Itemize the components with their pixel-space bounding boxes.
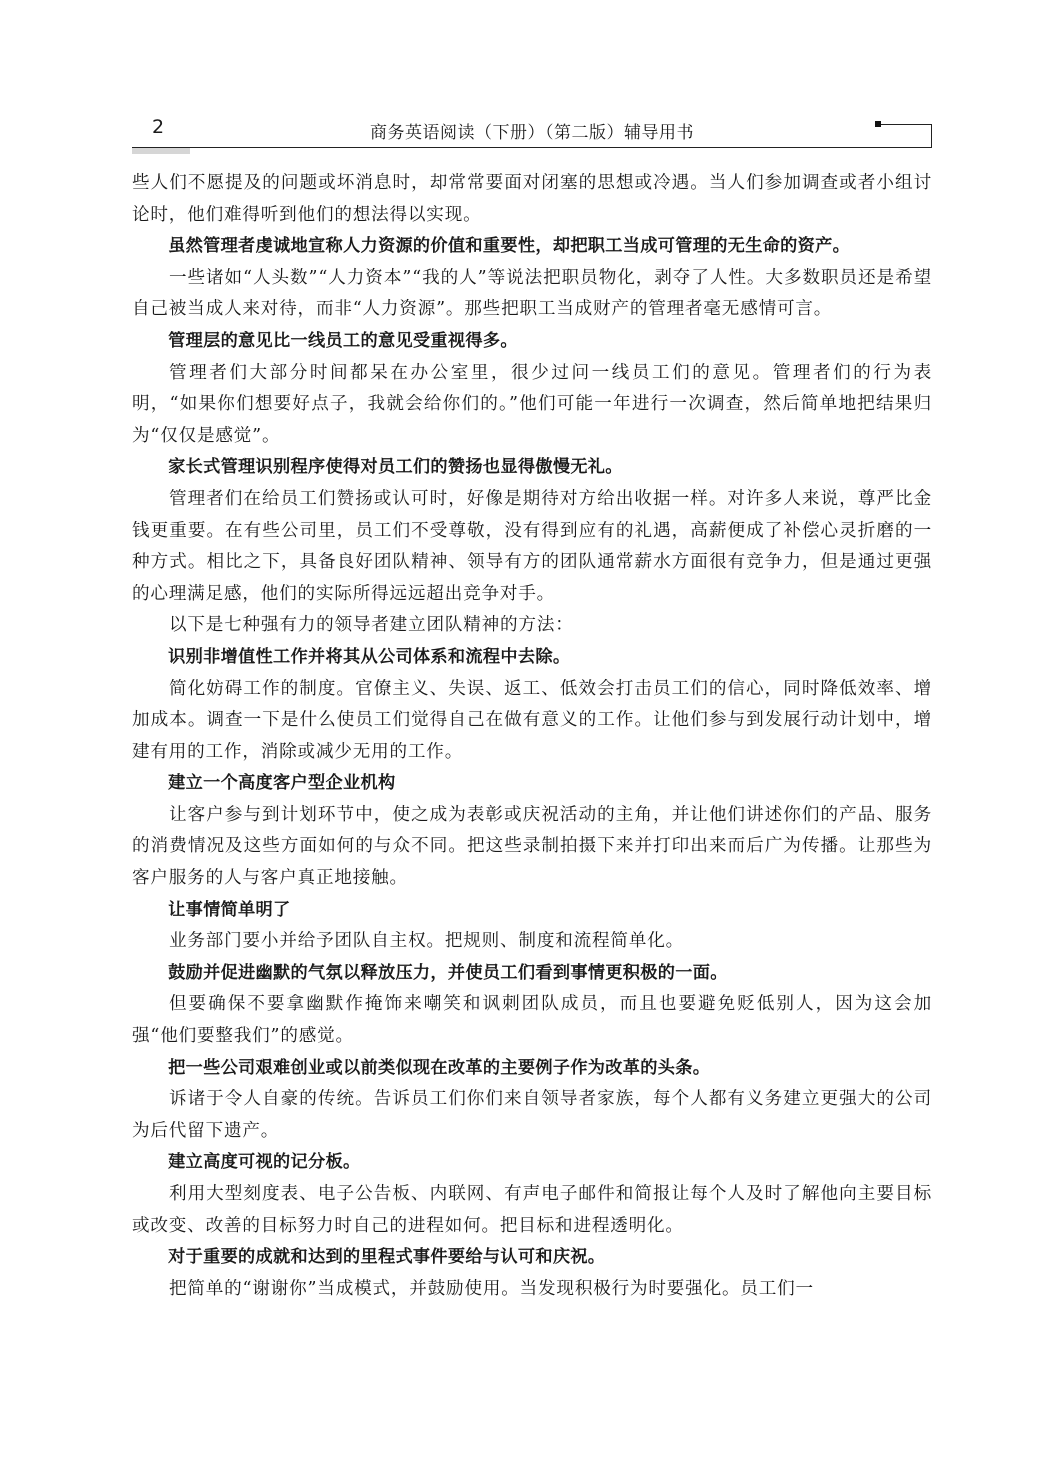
paragraph: 利用大型刻度表、电子公告板、内联网、有声电子邮件和简报让每个人及时了解他向主要目标或改变、改善的目标努力时自己的进程如何。把目标和进程透明化。	[132, 1184, 932, 1236]
paragraph: 但要确保不要拿幽默作掩饰来嘲笑和讽刺团队成员，而且也要避免贬低别人，因为这会加强“他们要整我们”的感觉。	[132, 994, 932, 1047]
bold-heading: 建立高度可视的记分板。	[168, 1152, 361, 1173]
header-rule	[132, 147, 932, 148]
paragraph: 一些诸如“人头数”“人力资本”“我的人”等说法把职员物化，剥夺了人性。大多数职员还是希望自己被当成人来对待，而非“人力资源”。那些把职工当成财产的管理者毫无感情可言。	[132, 267, 932, 320]
paragraph: 业务部门要小并给予团队自主权。把规则、制度和流程简单化。	[168, 931, 684, 952]
bold-heading: 建立一个高度客户型企业机构	[168, 773, 396, 794]
bold-heading: 对于重要的成就和达到的里程式事件要给与认可和庆祝。	[168, 1247, 606, 1268]
bold-heading: 虽然管理者虔诚地宣称人力资源的价值和重要性，却把职工当成可管理的无生命的资产。	[168, 236, 851, 257]
header-tab	[132, 148, 190, 154]
corner-dot	[875, 121, 881, 127]
paragraph: 管理者们大部分时间都呆在办公室里，很少过问一线员工们的意见。管理者们的行为表明，“如果你们想要好点子，我就会给你们的。”他们可能一年进行一次调查，然后简单地把结果归为“仅仅是感觉”。	[132, 362, 932, 446]
running-title: 商务英语阅读（下册）（第二版）辅导用书	[370, 123, 694, 143]
page-header	[132, 112, 932, 148]
bold-heading: 鼓励并促进幽默的气氛以释放压力，并使员工们看到事情更积极的一面。	[168, 962, 728, 983]
body-text	[132, 168, 932, 1305]
page-number: 2	[152, 116, 165, 138]
paragraph: 以下是七种强有力的领导者建立团队精神的方法：	[168, 615, 574, 636]
paragraph: 诉诸于令人自豪的传统。告诉员工们你们来自领导者家族，每个人都有义务建立更强大的公司为后代留下遗产。	[132, 1089, 932, 1141]
bold-heading: 把一些公司艰难创业或以前类似现在改革的主要例子作为改革的头条。	[168, 1057, 711, 1078]
paragraph: 让客户参与到计划环节中，使之成为表彰或庆祝活动的主角，并让他们讲述你们的产品、服务的消费情况及这些方面如何的与众不同。把这些录制拍摄下来并打印出来而后广为传播。让那些为客户服务的人与客户真正地接触。	[132, 804, 932, 889]
bold-heading: 识别非增值性工作并将其从公司体系和流程中去除。	[168, 646, 571, 667]
paragraph: 把简单的“谢谢你”当成模式，并鼓励使用。当发现积极行为时要强化。员工们一	[168, 1278, 814, 1299]
bold-heading: 管理层的意见比一线员工的意见受重视得多。	[168, 330, 518, 351]
paragraph-continuation: 些人们不愿提及的问题或坏消息时，却常常要面对闭塞的思想或冷遇。当人们参加调查或者小组讨论时，他们难得听到他们的想法得以实现。	[132, 173, 932, 225]
paragraph: 简化妨碍工作的制度。官僚主义、失误、返工、低效会打击员工们的信心，同时降低效率、增加成本。调查一下是什么使员工们觉得自己在做有意义的工作。让他们参与到发展行动计划中，增建有用的工作，消除或减少无用的工作。	[132, 678, 932, 762]
bold-heading: 家长式管理识别程序使得对员工们的赞扬也显得傲慢无礼。	[168, 457, 623, 478]
paragraph: 管理者们在给员工们赞扬或认可时，好像是期待对方给出收据一样。对许多人来说，尊严比金钱更重要。在有些公司里，员工们不受尊敬，没有得到应有的礼遇，高薪便成了补偿心灵折磨的一种方式。相比之下，具备良好团队精神、领导有方的团队通常薪水方面很有竞争力，但是通过更强的心理满足感，他们的实际所得远远超出竞争对手。	[132, 488, 932, 604]
corner-mark	[881, 124, 932, 148]
bold-heading: 让事情简单明了	[168, 899, 291, 920]
